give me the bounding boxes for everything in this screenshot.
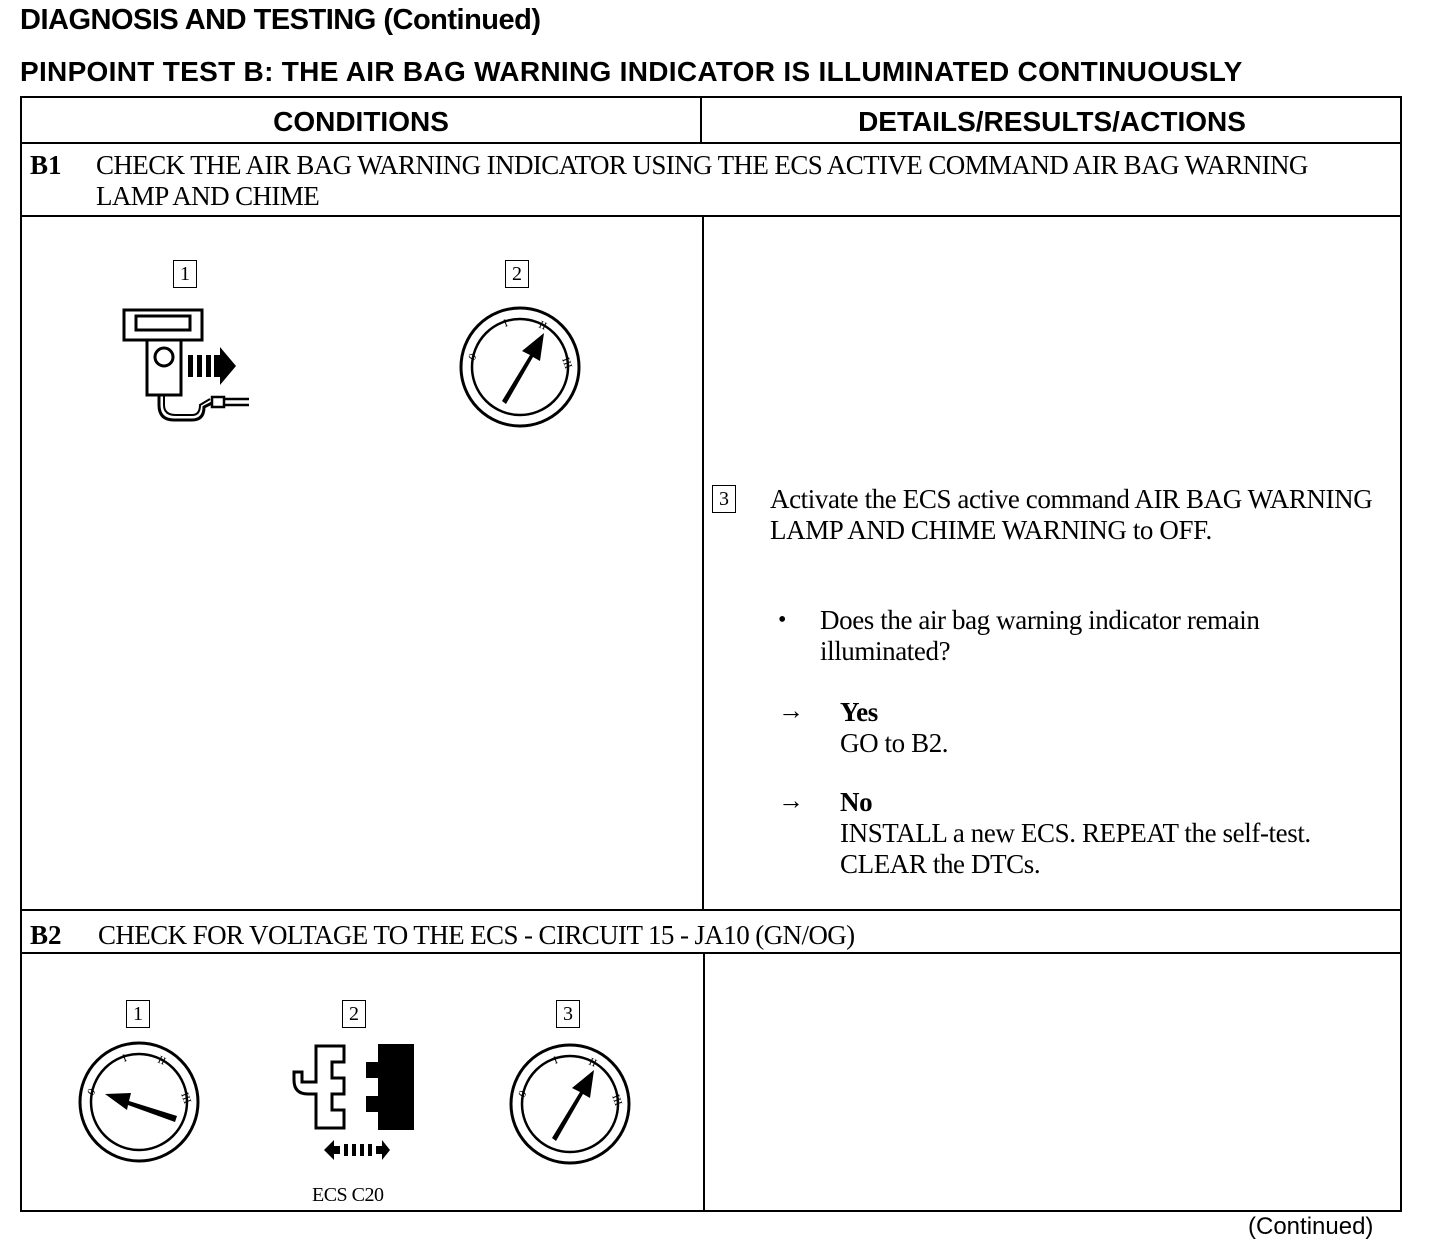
step-b2-id: B2 <box>30 920 62 950</box>
scan-tool-icon <box>112 305 262 430</box>
ignition-mark-off: 0 <box>516 1088 530 1100</box>
ignition-mark-1: I <box>120 1052 129 1065</box>
b1-callout-2: 2 <box>505 260 529 288</box>
no-label: No <box>840 787 873 817</box>
body-divider <box>702 217 704 911</box>
ignition-mark-1: I <box>551 1054 560 1067</box>
connector-label: ECS C20 <box>312 1184 384 1206</box>
b1-yes-response <box>840 697 1380 759</box>
b1-no-response <box>840 787 1400 880</box>
ignition-mark-2: II <box>536 318 549 333</box>
b1-action-text: Activate the ECS active command AIR BAG WARNING LAMP AND CHIME WARNING to OFF. <box>770 484 1373 545</box>
header-divider <box>700 98 702 144</box>
ignition-mark-off: 0 <box>85 1086 99 1098</box>
ignition-switch-run-icon <box>508 1042 632 1166</box>
no-action: INSTALL a new ECS. REPEAT the self-test. CLEAR the DTCs. <box>840 818 1311 879</box>
arrow-right-icon: → <box>778 696 804 725</box>
step-b1-title: CHECK THE AIR BAG WARNING INDICATOR USING THE ECS ACTIVE COMMAND AIR BAG WARNING LAMP AND CHIME <box>96 150 1308 211</box>
ignition-mark-1: I <box>501 317 510 330</box>
row-divider <box>22 142 1400 144</box>
yes-action: GO to B2. <box>840 728 949 758</box>
arrow-right-icon: → <box>778 786 804 815</box>
connector-disconnect-icon <box>290 1042 420 1164</box>
section-title: DIAGNOSIS AND TESTING (Continued) <box>20 4 541 36</box>
b2-callout-1: 1 <box>126 1000 150 1028</box>
b1-question: Does the air bag warning indicator remain illuminated? <box>820 605 1260 666</box>
continued-footer: (Continued) <box>1248 1213 1374 1240</box>
pinpoint-test-title: PINPOINT TEST B: THE AIR BAG WARNING INDICATOR IS ILLUMINATED CONTINUOUSLY <box>20 56 1243 87</box>
details-column-header: DETAILS/RESULTS/ACTIONS <box>858 106 1246 137</box>
ignition-switch-icon <box>458 305 582 429</box>
conditions-column-header: CONDITIONS <box>273 106 449 137</box>
b2-callout-2: 2 <box>342 1000 366 1028</box>
step-b1-id: B1 <box>30 150 62 180</box>
b2-callout-3: 3 <box>556 1000 580 1028</box>
row-divider <box>22 952 1400 954</box>
ignition-mark-3: III <box>178 1090 194 1106</box>
row-divider <box>22 909 1400 911</box>
body-divider <box>703 954 705 1212</box>
ignition-mark-2: II <box>586 1055 599 1070</box>
ignition-mark-off: 0 <box>466 351 480 363</box>
ignition-switch-off-icon <box>77 1040 201 1164</box>
yes-label: Yes <box>840 697 878 727</box>
b1-callout-3: 3 <box>712 485 736 513</box>
step-b2-title: CHECK FOR VOLTAGE TO THE ECS - CIRCUIT 15 - JA10 (GN/OG) <box>98 920 855 950</box>
ignition-mark-3: III <box>559 355 575 371</box>
ignition-mark-3: III <box>609 1092 625 1108</box>
row-divider <box>22 215 1400 217</box>
ignition-mark-2: II <box>155 1053 168 1068</box>
bullet-icon: • <box>778 607 787 633</box>
b1-callout-1: 1 <box>173 260 197 288</box>
